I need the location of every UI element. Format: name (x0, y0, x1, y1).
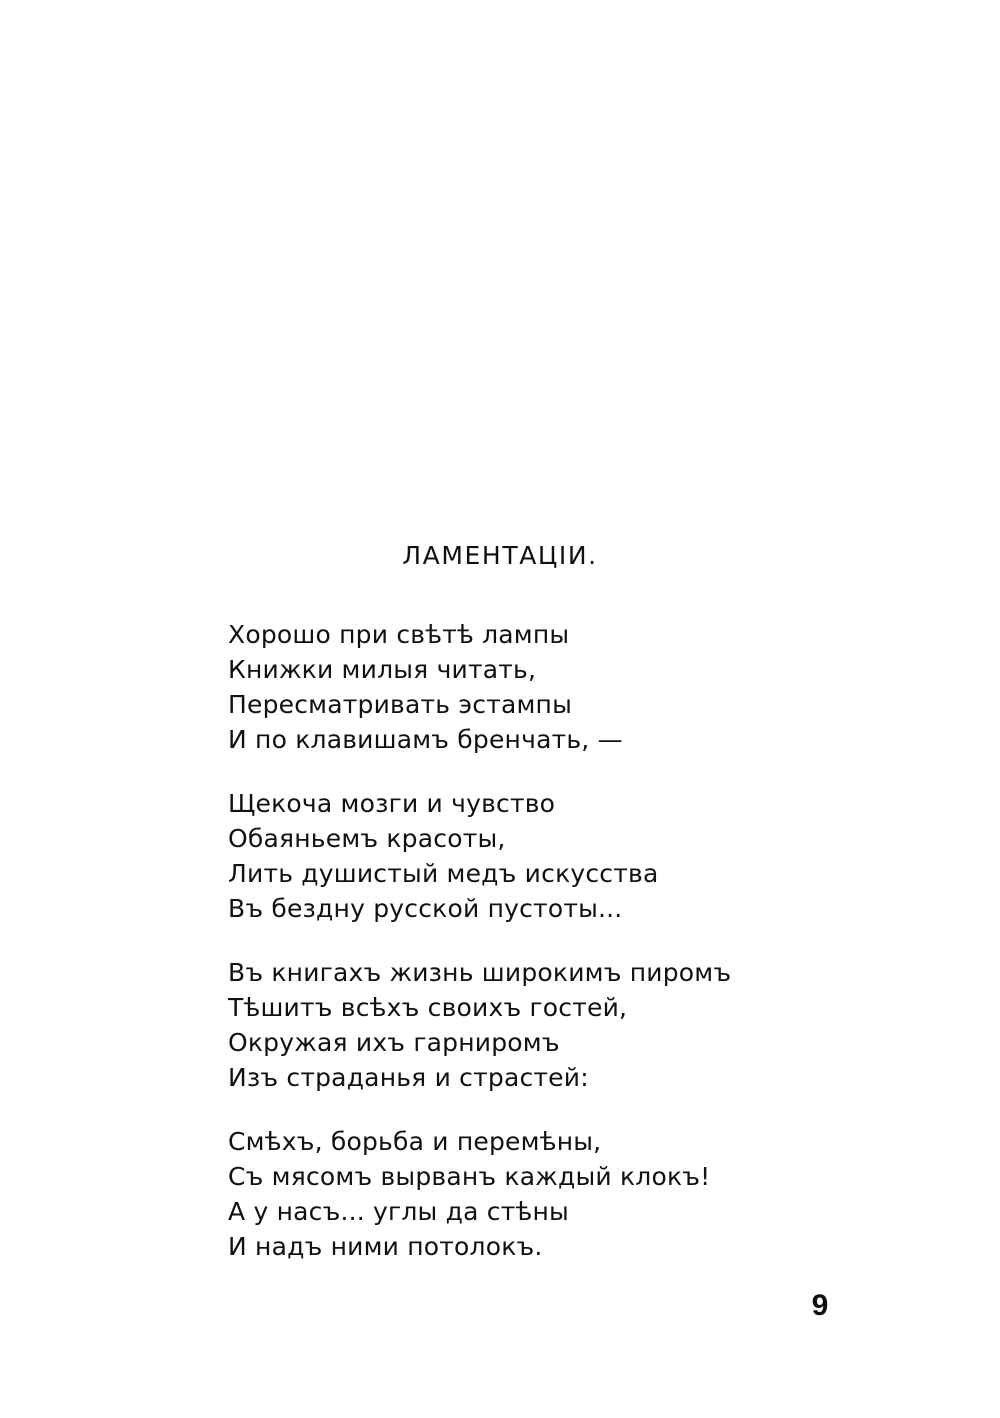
poem-line: И по клавишамъ бренчать, — (228, 725, 623, 754)
poem-line: Хорошо при свѣтѣ лампы (228, 620, 570, 649)
stanza-3 (228, 955, 848, 1095)
stanza-1 (228, 617, 848, 757)
poem-line: Тѣшитъ всѣхъ своихъ гостей, (228, 993, 628, 1022)
poem-line: Изъ страданья и страстей: (228, 1063, 589, 1092)
poem-line: Окружая ихъ гарниромъ (228, 1028, 560, 1057)
poem-line: Пересматривать эстампы (228, 690, 573, 719)
poem-line: Смѣхъ, борьба и перемѣны, (228, 1127, 602, 1156)
poem-line: И надъ ними потолокъ. (228, 1232, 543, 1261)
poem-title: ЛАМЕНТАЦІИ. (402, 541, 598, 570)
poem-line: Щекоча мозги и чувство (228, 789, 556, 818)
poem-line: А у насъ... углы да стѣны (228, 1197, 569, 1226)
page-number: 9 (811, 1289, 829, 1322)
poem-line: Съ мясомъ вырванъ каждый клокъ! (228, 1162, 711, 1191)
poem-line: Въ бездну русской пустоты... (228, 894, 623, 923)
poem-body (228, 617, 848, 1293)
poem-line: Лить душистый медъ искусства (228, 859, 659, 888)
poem-line: Въ книгахъ жизнь широкимъ пиромъ (228, 958, 732, 987)
poem-line: Обаяньемъ красоты, (228, 824, 506, 853)
stanza-2 (228, 786, 848, 926)
poem-line: Книжки милыя читать, (228, 655, 537, 684)
stanza-4 (228, 1124, 848, 1264)
